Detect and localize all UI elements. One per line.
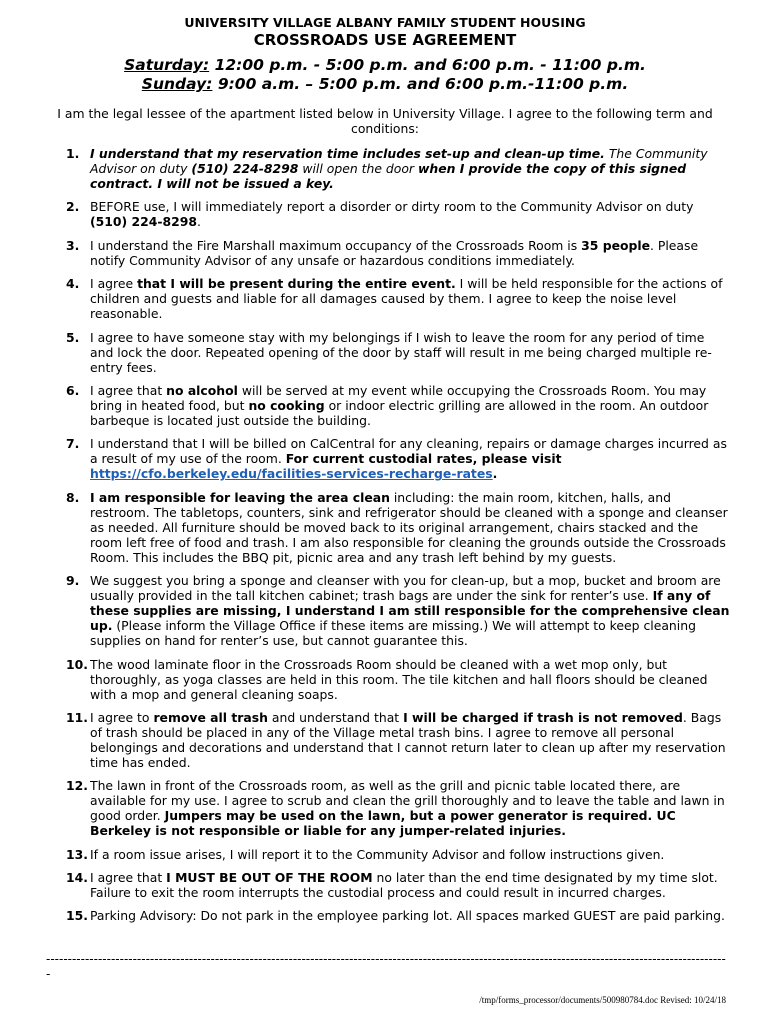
item-number: 9. xyxy=(66,573,80,589)
item-text-segment: I agree that xyxy=(90,870,167,886)
list-item xyxy=(66,490,731,565)
item-text-segment: I agree to xyxy=(90,709,154,725)
item-text xyxy=(90,490,731,565)
item-number: 4. xyxy=(66,276,80,292)
item-text-segment: The wood laminate floor in the Crossroads Room should be cleaned with a wet mop only, but thoroughly, as yoga classes are held in this room. The tile kitchen and hall floors should be cleaned with a mop and general cleaning soaps. xyxy=(90,656,708,702)
sunday-label: Sunday: xyxy=(141,75,213,93)
item-text-segment: . Please notify Community Advisor of any unsafe or hazardous conditions immediately. xyxy=(90,237,699,268)
footer-revision: /tmp/forms_processor/documents/500980784.doc Revised: 10/24/18 xyxy=(479,995,726,1005)
item-text-segment: Parking Advisory: Do not park in the employee parking lot. All spaces marked GUEST are paid parking. xyxy=(90,908,725,924)
item-number: 6. xyxy=(66,382,80,398)
item-text xyxy=(90,710,731,770)
rates-link[interactable]: https://cfo.berkeley.edu/facilities-services-recharge-rates xyxy=(90,466,493,482)
list-item xyxy=(66,146,731,191)
list-item xyxy=(66,436,731,481)
item-text-segment: no cooking xyxy=(248,397,325,413)
item-text-segment: Jumpers may be used on the lawn, but a power generator is required. UC Berkeley is not responsible or liable for any jumper-related injuries. xyxy=(90,808,676,839)
item-text xyxy=(90,778,731,838)
saturday-schedule xyxy=(0,56,770,75)
item-text xyxy=(90,330,731,375)
item-text-segment: If a room issue arises, I will report it to the Community Advisor and follow instructions given. xyxy=(90,846,665,862)
list-item xyxy=(66,199,731,229)
item-number: 5. xyxy=(66,329,80,345)
list-item xyxy=(66,657,731,702)
item-number: 1. xyxy=(66,146,80,161)
item-text-segment: I agree xyxy=(90,276,138,292)
list-item xyxy=(66,330,731,375)
housing-title: UNIVERSITY VILLAGE ALBANY FAMILY STUDENT HOUSING xyxy=(184,15,586,30)
item-text-segment: I understand that I will be billed on CalCentral for any cleaning, repairs or damage charges incurred as a result of my use of the room. xyxy=(90,436,727,467)
item-text-segment: when I provide the copy of this signed contract. I will not be issued a key. xyxy=(90,161,687,191)
list-item xyxy=(66,573,731,648)
item-text xyxy=(90,383,731,428)
item-text-segment: I MUST BE OUT OF THE ROOM xyxy=(166,870,373,886)
item-text-segment: I understand the Fire Marshall maximum occupancy of the Crossroads Room is xyxy=(90,237,582,253)
sunday-schedule xyxy=(0,75,770,94)
item-text-segment: I am responsible for leaving the area clean xyxy=(90,489,390,505)
item-text-segment: . xyxy=(197,214,201,230)
item-text-segment: 35 people xyxy=(581,237,651,253)
item-number: 3. xyxy=(66,237,80,253)
list-item xyxy=(66,778,731,838)
item-number: 12. xyxy=(66,778,88,794)
item-text xyxy=(90,276,731,321)
item-text-segment: For current custodial rates, please visit xyxy=(285,451,562,467)
item-text xyxy=(90,908,731,923)
item-text-segment: The Community Advisor on duty xyxy=(90,146,708,176)
intro-paragraph: I am the legal lessee of the apartment listed below in University Village. I agree to the following term and conditions: xyxy=(57,106,713,136)
item-text-segment: no later than the end time designated by my time slot. Failure to exit the room interrupts the custodial process and could result in incurred charges. xyxy=(90,870,718,901)
list-item xyxy=(66,383,731,428)
item-text xyxy=(90,870,731,900)
item-number: 11. xyxy=(66,709,88,725)
list-item xyxy=(66,238,731,268)
item-text xyxy=(90,199,731,229)
item-number: 2. xyxy=(66,199,80,215)
item-text-segment: no alcohol xyxy=(166,382,238,398)
item-text-segment: or indoor electric grilling are allowed in the room. An outdoor barbeque is located just outside the building. xyxy=(90,397,709,428)
item-text xyxy=(90,238,731,268)
item-text-segment: and understand that xyxy=(267,709,404,725)
item-text xyxy=(90,847,731,862)
item-text-segment: will be served at my event while occupying the Crossroads Room. You may bring in heated food, but xyxy=(90,382,707,413)
item-text-segment: remove all trash xyxy=(153,709,268,725)
sunday-hours: 9:00 a.m. – 5:00 p.m. and 6:00 p.m.-11:00 p.m. xyxy=(217,75,629,93)
item-text-segment: I agree to have someone stay with my belongings if I wish to leave the room for any period of time and lock the door. Repeated opening of the door by staff will result in me being charged multiple re-entry fees. xyxy=(90,329,712,375)
item-text-segment: . Bags of trash should be placed in any of the Village metal trash bins. I agree to remove all personal belongings and decorations and understand that I cannot return later to clean up after my reservation time has ended. xyxy=(90,709,726,770)
separator-line: -------------------------------------------------------------------------------------------------------------------------------------------------------------- xyxy=(46,952,726,981)
item-number: 10. xyxy=(66,656,88,672)
item-number: 14. xyxy=(66,870,88,886)
item-number: 7. xyxy=(66,436,80,452)
item-text-segment: We suggest you bring a sponge and cleanser with you for clean-up, but a mop, bucket and broom are usually provided in the tall kitchen cabinet; trash bags are under the sink for renter’s use. xyxy=(90,573,721,604)
item-number: 13. xyxy=(66,846,88,862)
saturday-hours: 12:00 p.m. - 5:00 p.m. and 6:00 p.m. - 11:00 p.m. xyxy=(214,56,646,74)
item-text-segment: (510) 224-8298 xyxy=(191,161,299,176)
item-text-segment: I understand that my reservation time includes set-up and clean-up time. xyxy=(90,146,605,161)
item-text xyxy=(90,573,731,648)
agreement-title: CROSSROADS USE AGREEMENT xyxy=(253,31,517,49)
item-text xyxy=(90,657,731,702)
item-text xyxy=(90,436,731,481)
item-text-segment: will open the door xyxy=(298,161,418,176)
item-text-segment: If any of these supplies are missing, I understand I am still responsible for the comprehensive clean up. xyxy=(90,588,730,634)
saturday-label: Saturday: xyxy=(124,56,210,74)
item-text-segment: The lawn in front of the Crossroads room, as well as the grill and picnic table located there, are available for my use. I agree to scrub and clean the grill thoroughly and to leave the table and lawn in good order. xyxy=(90,778,725,824)
item-text-segment: including: the main room, kitchen, halls, and restroom. The tabletops, counters, sink and refrigerator should be cleaned with a sponge and cleanser as needed. All furniture should be moved back to its original arrangement, chairs stacked and the room left free of food and trash. I am also responsible for cleaning the grounds outside the Crossroads Room. This includes the BBQ pit, picnic area and any trash left behind by my guests. xyxy=(90,489,728,565)
list-item xyxy=(66,710,731,770)
item-number: 15. xyxy=(66,908,88,924)
item-text xyxy=(90,146,731,191)
item-number: 8. xyxy=(66,489,80,505)
list-item xyxy=(66,908,731,923)
item-text-segment: I agree that xyxy=(90,382,167,398)
item-text-segment: . xyxy=(492,466,498,482)
item-text-segment: I will be charged if trash is not removed xyxy=(403,709,683,725)
list-item xyxy=(66,276,731,321)
list-item xyxy=(66,847,731,862)
item-text-segment: I will be held responsible for the actions of children and guests and liable for all damages caused by them. I agree to keep the noise level reasonable. xyxy=(90,276,723,322)
item-text-segment: (510) 224-8298 xyxy=(90,214,197,230)
list-item xyxy=(66,870,731,900)
terms-list xyxy=(66,146,731,932)
item-text-segment: (Please inform the Village Office if these items are missing.) We will attempt to keep cleaning supplies on hand for renter’s use, but cannot guarantee this. xyxy=(90,618,696,649)
item-text-segment: BEFORE use, I will immediately report a disorder or dirty room to the Community Advisor on duty xyxy=(90,199,694,215)
item-text-segment: that I will be present during the entire event. xyxy=(137,276,456,292)
